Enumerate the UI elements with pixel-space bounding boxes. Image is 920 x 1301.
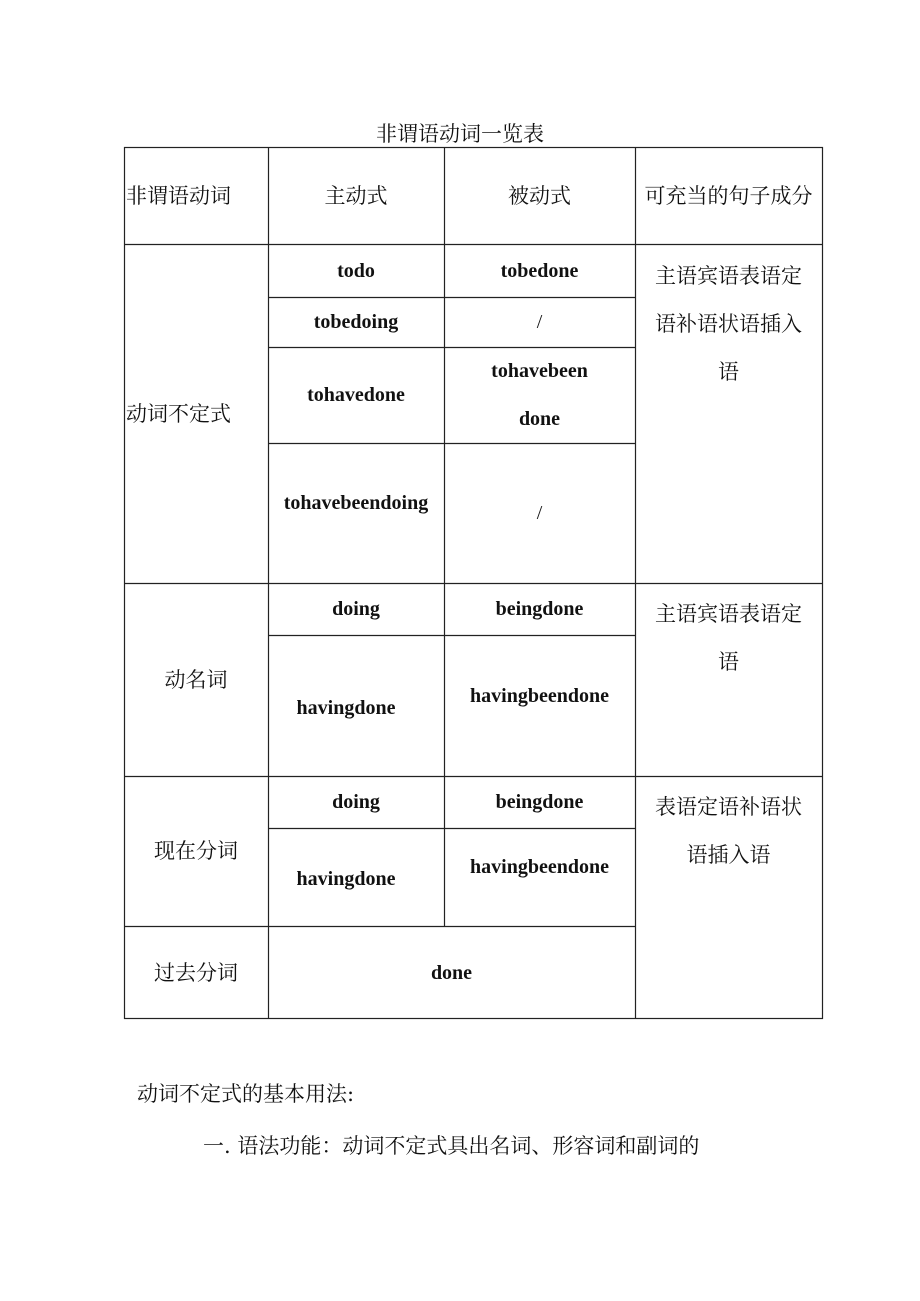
header-sentence-functions: 可充当的句子成分 (644, 183, 813, 208)
infinitive-active-1: todo (337, 259, 375, 282)
present-participle-active-2: havingdone (296, 868, 396, 890)
present-participle-label: 现在分词 (154, 839, 238, 863)
infinitive-active-2: tobedoing (313, 311, 399, 333)
table-title: 非谓语动词一览表 (376, 122, 544, 146)
gerund-passive-2: havingbeendone (470, 684, 609, 707)
infinitive-passive-2: / (536, 311, 543, 333)
gerund-active-2: havingdone (296, 696, 396, 719)
present-participle-passive-1: beingdone (495, 791, 584, 813)
infinitive-active-4: tohavebeendoing (283, 492, 429, 514)
present-participle-passive-2: havingbeendone (470, 856, 609, 878)
past-participle-form: done (430, 961, 473, 984)
infinitive-label: 动词不定式 (126, 401, 231, 426)
header-passive: 被动式 (508, 183, 571, 208)
present-participle-functions: 表语定语补语状语插入语 (655, 795, 802, 867)
usage-heading: 动词不定式的基本用法: (137, 1082, 355, 1106)
gerund-passive-1: beingdone (495, 598, 584, 620)
infinitive-functions: 主语宾语表语定语补语状语插入语 (655, 264, 802, 384)
past-participle-label: 过去分词 (154, 960, 238, 985)
gerund-label: 动名词 (164, 667, 228, 692)
infinitive-passive-3: tohavebeen done (491, 360, 588, 430)
header-nonfinite-verb: 非谓语动词 (126, 183, 231, 208)
infinitive-active-3: tohavedone (307, 384, 405, 406)
gerund-active-1: doing (332, 598, 380, 620)
grammar-function-paragraph: 一. 语法功能：动词不定式具出名词、形容词和副词的 (203, 1134, 700, 1158)
infinitive-passive-1: tobedone (500, 259, 579, 282)
infinitive-passive-4: / (536, 502, 543, 524)
header-active: 主动式 (324, 183, 388, 208)
present-participle-active-1: doing (332, 791, 380, 813)
gerund-functions: 主语宾语表语定语 (655, 602, 802, 674)
